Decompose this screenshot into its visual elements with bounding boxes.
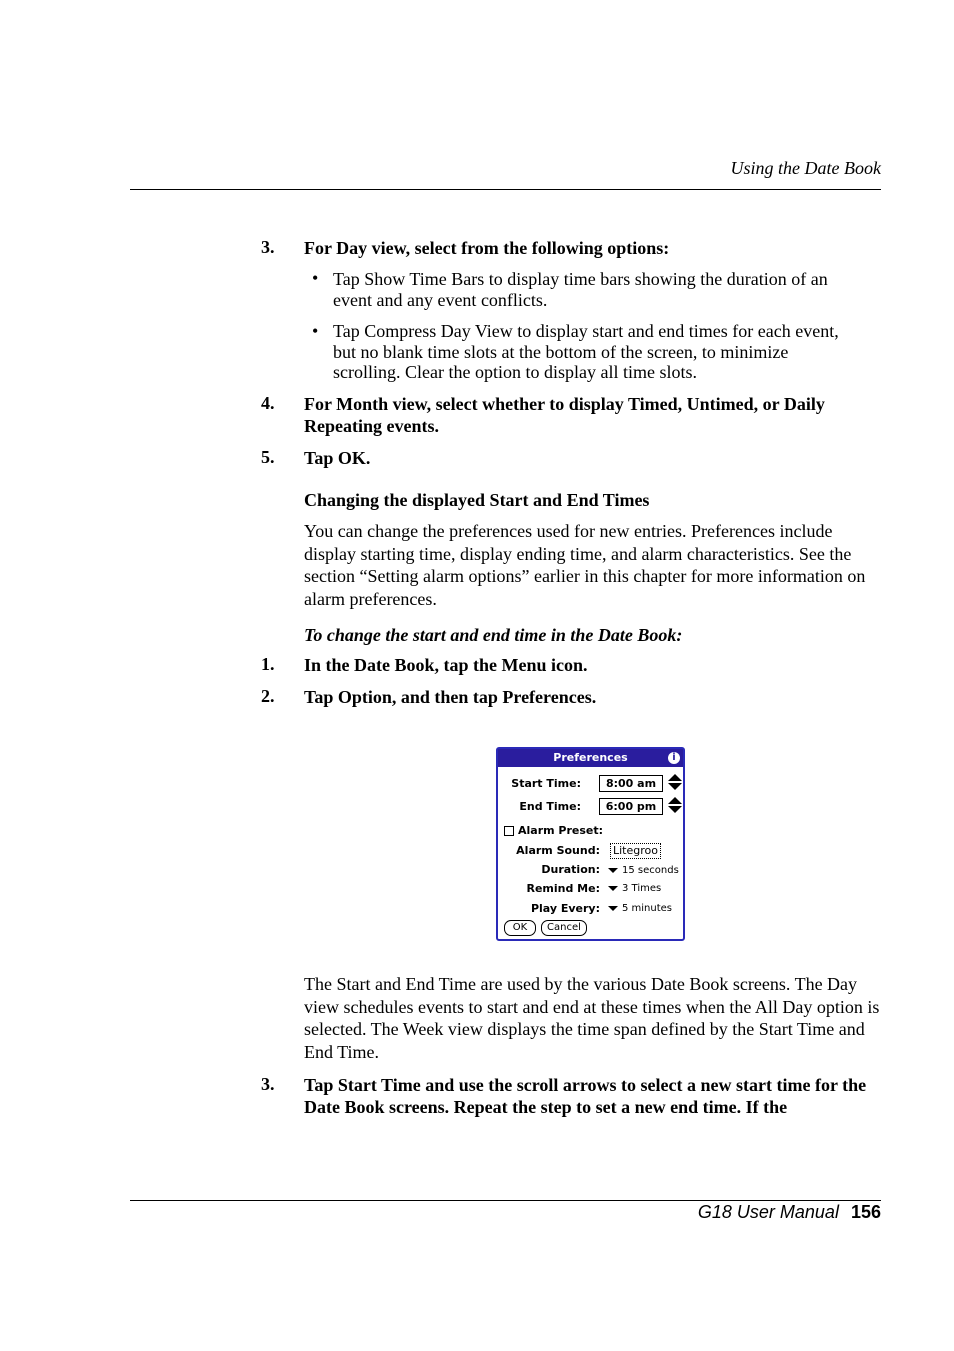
info-icon[interactable]: i xyxy=(668,752,680,764)
step-text: Tap OK. xyxy=(304,448,371,468)
footer-rule xyxy=(130,1200,881,1201)
alarm-sound-label: Alarm Sound: xyxy=(516,844,600,857)
step-number: 3. xyxy=(261,237,275,257)
ok-button[interactable]: OK xyxy=(504,920,536,936)
arrow-up-icon[interactable] xyxy=(668,774,682,781)
start-time-label: Start Time: xyxy=(511,777,581,790)
chevron-down-icon xyxy=(608,886,618,891)
arrow-down-icon[interactable] xyxy=(668,783,682,790)
body-paragraph: The Start and End Time are used by the various Date Book screens. The Day view schedules events to start and end at these times when the All Day option is selected. The Week view displays the time span defined by the Start Time and End Time. xyxy=(304,974,880,1062)
play-every-picker[interactable] xyxy=(608,903,672,914)
step-text: Tap Start Time and use the scroll arrows to select a new start time for the Date Book screens. Repeat the step to set a new end time. If the xyxy=(304,1075,867,1117)
procedure-title: To change the start and end time in the Date Book: xyxy=(304,625,683,645)
duration-label: Duration: xyxy=(541,863,600,876)
cancel-button[interactable]: Cancel xyxy=(541,920,587,936)
arrow-up-icon[interactable] xyxy=(668,797,682,804)
end-time-field[interactable]: 6:00 pm xyxy=(599,798,663,815)
step-text: For Month view, select whether to display Timed, Untimed, or Daily Repeating events. xyxy=(304,394,825,436)
step-text: Tap Option, and then tap Preferences. xyxy=(304,687,597,707)
footer xyxy=(698,1202,881,1223)
end-time-scroll-arrows[interactable] xyxy=(668,797,682,813)
step-number: 4. xyxy=(261,393,275,413)
step-text: For Day view, select from the following options: xyxy=(304,238,670,258)
step-number: 5. xyxy=(261,447,275,467)
section-heading: Changing the displayed Start and End Times xyxy=(304,490,650,510)
bullet-dot: • xyxy=(312,321,319,341)
bullet-text: Tap Show Time Bars to display time bars showing the duration of an event and any event conflicts. xyxy=(333,269,828,310)
alarm-preset-label: Alarm Preset: xyxy=(518,824,604,837)
step-text: In the Date Book, tap the Menu icon. xyxy=(304,655,588,675)
remind-me-label: Remind Me: xyxy=(526,882,600,895)
start-time-field[interactable]: 8:00 am xyxy=(599,775,663,792)
footer-title: G18 User Manual xyxy=(697,1202,839,1222)
play-every-value: 5 minutes xyxy=(622,903,673,914)
header-rule xyxy=(130,189,881,190)
chevron-down-icon xyxy=(608,906,618,911)
step-number: 3. xyxy=(261,1074,275,1094)
page-number: 156 xyxy=(850,1202,881,1222)
step-number: 1. xyxy=(261,654,275,674)
step-number: 2. xyxy=(261,686,275,706)
preferences-dialog xyxy=(496,747,685,941)
start-time-scroll-arrows[interactable] xyxy=(668,774,682,790)
arrow-down-icon[interactable] xyxy=(668,806,682,813)
alarm-preset-checkbox[interactable] xyxy=(504,826,514,836)
play-every-label: Play Every: xyxy=(530,902,600,915)
running-header: Using the Date Book xyxy=(730,158,881,178)
dialog-title: Preferences xyxy=(498,749,683,767)
section-intro: You can change the preferences used for new entries. Preferences include display starting time, display ending time, and alarm characteristics. See the section “Setting alarm options” earlier in this chapter for more information on alarm preferences. xyxy=(304,521,866,609)
remind-me-value: 3 Times xyxy=(622,883,662,894)
duration-picker[interactable] xyxy=(608,865,679,876)
alarm-sound-selector[interactable]: Litegroo xyxy=(610,843,661,859)
remind-me-picker[interactable] xyxy=(608,883,661,894)
bullet-text: Tap Compress Day View to display start and end times for each event, but no blank time slots at the bottom of the screen, to minimize scrolling. Clear the option to display all time slots. xyxy=(333,321,839,382)
bullet-dot: • xyxy=(312,268,319,288)
chevron-down-icon xyxy=(608,868,618,873)
duration-value: 15 seconds xyxy=(622,865,679,876)
end-time-label: End Time: xyxy=(519,800,581,813)
